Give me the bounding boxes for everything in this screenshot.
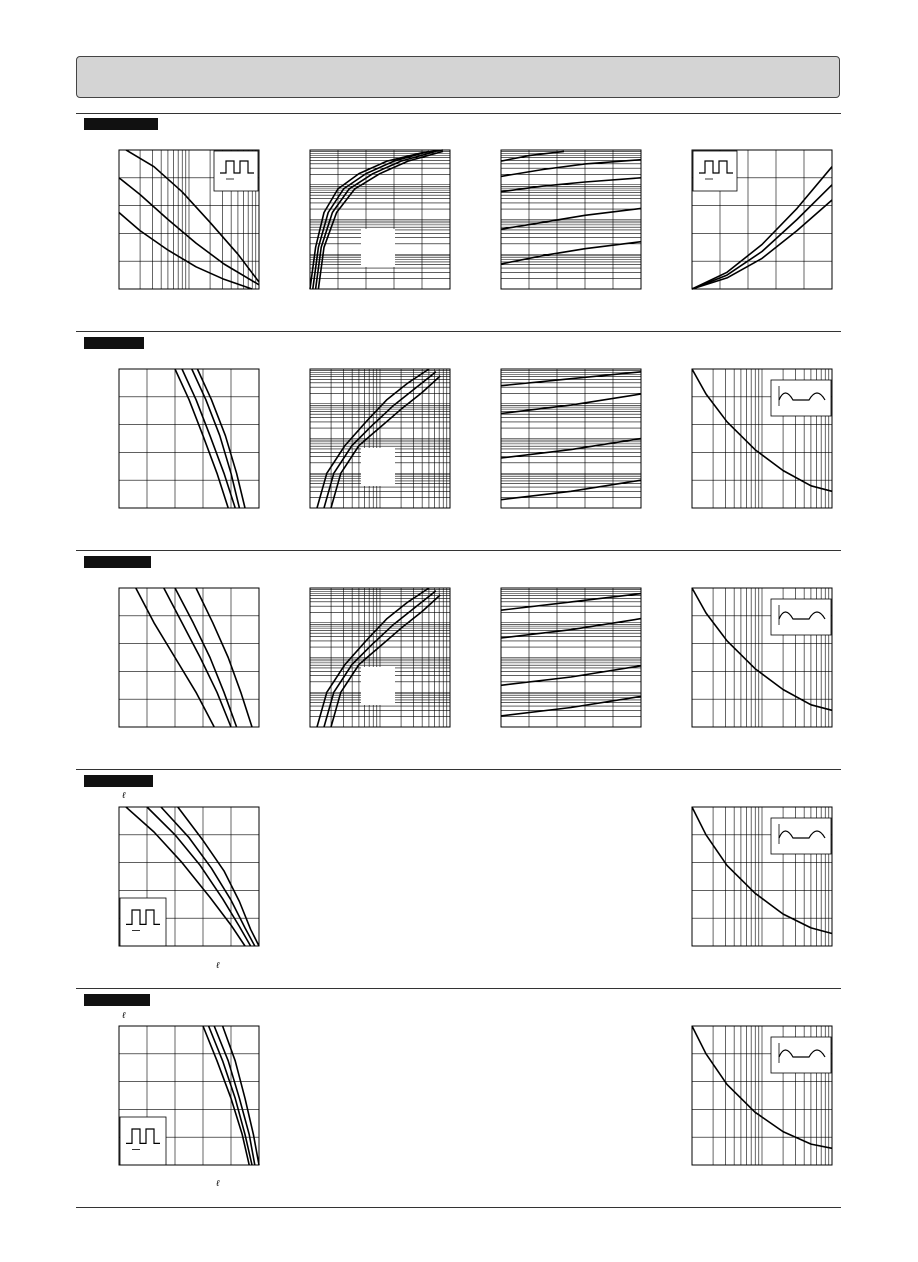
chart-3a <box>118 587 260 728</box>
bottom-rule <box>76 1207 841 1208</box>
chart-1b <box>309 149 451 290</box>
section-rule-1 <box>76 113 841 114</box>
chart-2a <box>118 368 260 509</box>
grid-lines <box>310 369 450 508</box>
chart-1d <box>691 149 833 290</box>
page-header-box <box>76 56 840 98</box>
series-line-2 <box>182 369 235 508</box>
inset-box <box>361 229 395 267</box>
series-line-1 <box>203 1026 249 1165</box>
inset-box <box>120 898 166 946</box>
chart-5a <box>118 1025 260 1166</box>
series-line-2 <box>501 439 641 459</box>
plot-frame <box>119 369 259 508</box>
grid-lines <box>119 588 259 727</box>
grid-lines <box>310 588 450 727</box>
grid-lines <box>119 369 259 508</box>
series-line-4 <box>178 807 259 946</box>
series-line-5 <box>501 151 564 161</box>
chart-4d <box>691 806 833 947</box>
chart-2c <box>500 368 642 509</box>
section-label-block-1 <box>84 118 158 130</box>
section-label-block-3 <box>84 556 151 568</box>
ell-glyph-s4-bottom: ℓ <box>216 961 220 971</box>
inset-box <box>361 448 395 486</box>
chart-2d <box>691 368 833 509</box>
section-label-block-4 <box>84 775 153 787</box>
series-line-4 <box>196 588 252 727</box>
inset-box <box>361 667 395 705</box>
ell-glyph-s5-top: ℓ <box>122 1011 126 1021</box>
chart-3b <box>309 587 451 728</box>
grid-lines <box>501 150 641 289</box>
chart-2b <box>309 368 451 509</box>
grid-lines <box>501 588 641 727</box>
section-rule-5 <box>76 988 841 989</box>
inset-box <box>693 151 737 191</box>
series-line-4 <box>223 1026 259 1165</box>
series-line-4 <box>501 372 641 386</box>
chart-1a <box>118 149 260 290</box>
section-rule-3 <box>76 550 841 551</box>
chart-5d <box>691 1025 833 1166</box>
chart-3d <box>691 587 833 728</box>
chart-1c <box>500 149 642 290</box>
series-line-1 <box>501 480 641 500</box>
grid-lines <box>501 369 641 508</box>
series-line-3 <box>192 369 240 508</box>
series-line-2 <box>501 208 641 229</box>
inset-box <box>120 1117 166 1165</box>
chart-3c <box>500 587 642 728</box>
chart-4a <box>118 806 260 947</box>
ell-glyph-s4-top: ℓ <box>122 791 126 801</box>
section-rule-4 <box>76 769 841 770</box>
section-rule-2 <box>76 331 841 332</box>
series-line-2 <box>692 185 832 289</box>
section-label-block-5 <box>84 994 150 1006</box>
section-label-block-2 <box>84 337 144 349</box>
plot-frame <box>119 588 259 727</box>
series-line-2 <box>164 588 231 727</box>
inset-box <box>214 151 258 191</box>
ell-glyph-s5-bottom: ℓ <box>216 1179 220 1189</box>
series-line-1 <box>501 242 641 264</box>
